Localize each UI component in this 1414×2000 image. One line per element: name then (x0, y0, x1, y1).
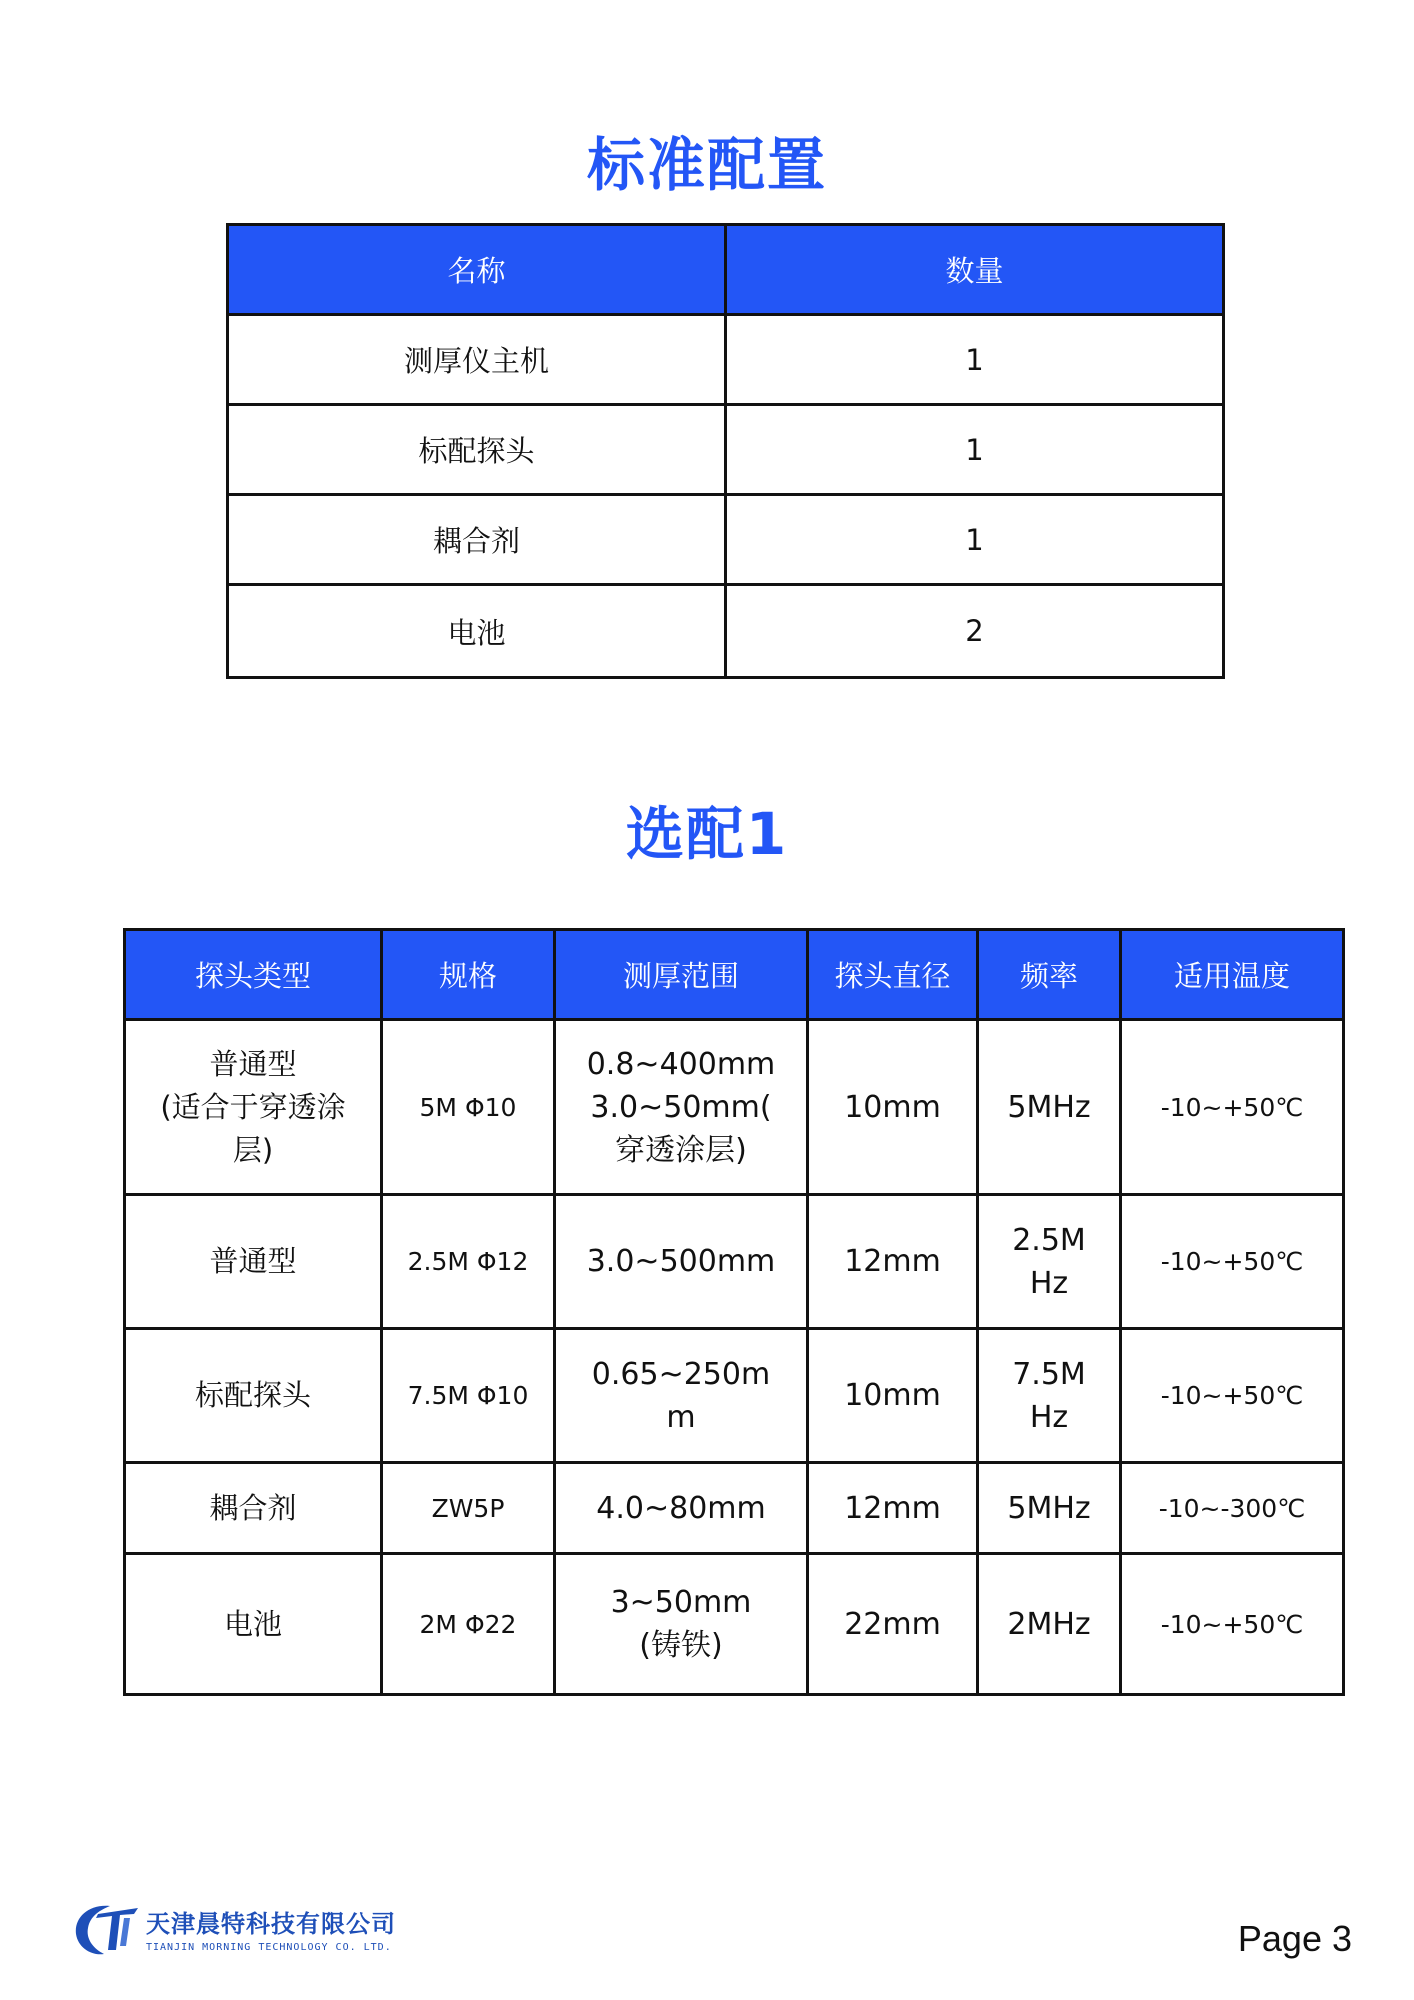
probe-spec: 5M Φ10 (382, 1020, 555, 1195)
probe-diameter: 10mm (808, 1020, 978, 1195)
item-name: 测厚仪主机 (228, 315, 726, 405)
item-quantity: 2 (726, 585, 1224, 678)
table-header-row (228, 225, 1224, 315)
table-row (125, 1463, 1344, 1554)
table-row (228, 585, 1224, 678)
column-header-frequency: 频率 (978, 930, 1121, 1020)
column-header-diameter: 探头直径 (808, 930, 978, 1020)
column-header-name: 名称 (228, 225, 726, 315)
probe-range: 4.0~80mm (555, 1463, 808, 1554)
standard-config-title: 标准配置 (586, 131, 827, 199)
column-header-range: 测厚范围 (555, 930, 808, 1020)
company-logo (70, 1900, 396, 1962)
column-header-quantity: 数量 (726, 225, 1224, 315)
page-number: Page 3 (1237, 1918, 1352, 1959)
probe-temperature: -10~+50℃ (1121, 1554, 1344, 1695)
probe-type: 标配探头 (125, 1329, 382, 1463)
probe-diameter: 10mm (808, 1329, 978, 1463)
standard-config-table (226, 223, 1225, 679)
column-header-temperature: 适用温度 (1121, 930, 1344, 1020)
table-row (228, 495, 1224, 585)
probe-frequency: 2.5M Hz (978, 1195, 1121, 1329)
probe-temperature: -10~+50℃ (1121, 1020, 1344, 1195)
item-quantity: 1 (726, 405, 1224, 495)
probe-type: 耦合剂 (125, 1463, 382, 1554)
optional-config-table (123, 928, 1345, 1696)
probe-range: 3.0~500mm (555, 1195, 808, 1329)
item-quantity: 1 (726, 315, 1224, 405)
optional-config-title: 选配1 (625, 800, 789, 868)
table-row (228, 405, 1224, 495)
company-name-en: TIANJIN MORNING TECHNOLOGY CO. LTD. (146, 1942, 392, 1953)
probe-frequency: 2MHz (978, 1554, 1121, 1695)
table-row (125, 1329, 1344, 1463)
probe-frequency: 5MHz (978, 1463, 1121, 1554)
item-name: 耦合剂 (228, 495, 726, 585)
probe-spec: 7.5M Φ10 (382, 1329, 555, 1463)
probe-type: 普通型 (适合于穿透涂 层) (125, 1020, 382, 1195)
probe-diameter: 22mm (808, 1554, 978, 1695)
item-quantity: 1 (726, 495, 1224, 585)
company-name-cn: 天津晨特科技有限公司 (146, 1909, 396, 1938)
probe-range: 3~50mm (铸铁) (555, 1554, 808, 1695)
column-header-probe-type: 探头类型 (125, 930, 382, 1020)
table-header-row (125, 930, 1344, 1020)
probe-frequency: 5MHz (978, 1020, 1121, 1195)
probe-temperature: -10~+50℃ (1121, 1329, 1344, 1463)
table-row (228, 315, 1224, 405)
probe-spec: 2M Φ22 (382, 1554, 555, 1695)
probe-range: 0.8~400mm 3.0~50mm( 穿透涂层) (555, 1020, 808, 1195)
probe-type: 普通型 (125, 1195, 382, 1329)
probe-spec: 2.5M Φ12 (382, 1195, 555, 1329)
probe-frequency: 7.5M Hz (978, 1329, 1121, 1463)
probe-spec: ZW5P (382, 1463, 555, 1554)
company-logo-icon (70, 1900, 140, 1960)
probe-temperature: -10~-300℃ (1121, 1463, 1344, 1554)
item-name: 标配探头 (228, 405, 726, 495)
probe-temperature: -10~+50℃ (1121, 1195, 1344, 1329)
probe-range: 0.65~250m m (555, 1329, 808, 1463)
probe-diameter: 12mm (808, 1195, 978, 1329)
probe-type: 电池 (125, 1554, 382, 1695)
item-name: 电池 (228, 585, 726, 678)
probe-diameter: 12mm (808, 1463, 978, 1554)
column-header-spec: 规格 (382, 930, 555, 1020)
table-row (125, 1554, 1344, 1695)
table-row (125, 1020, 1344, 1195)
table-row (125, 1195, 1344, 1329)
